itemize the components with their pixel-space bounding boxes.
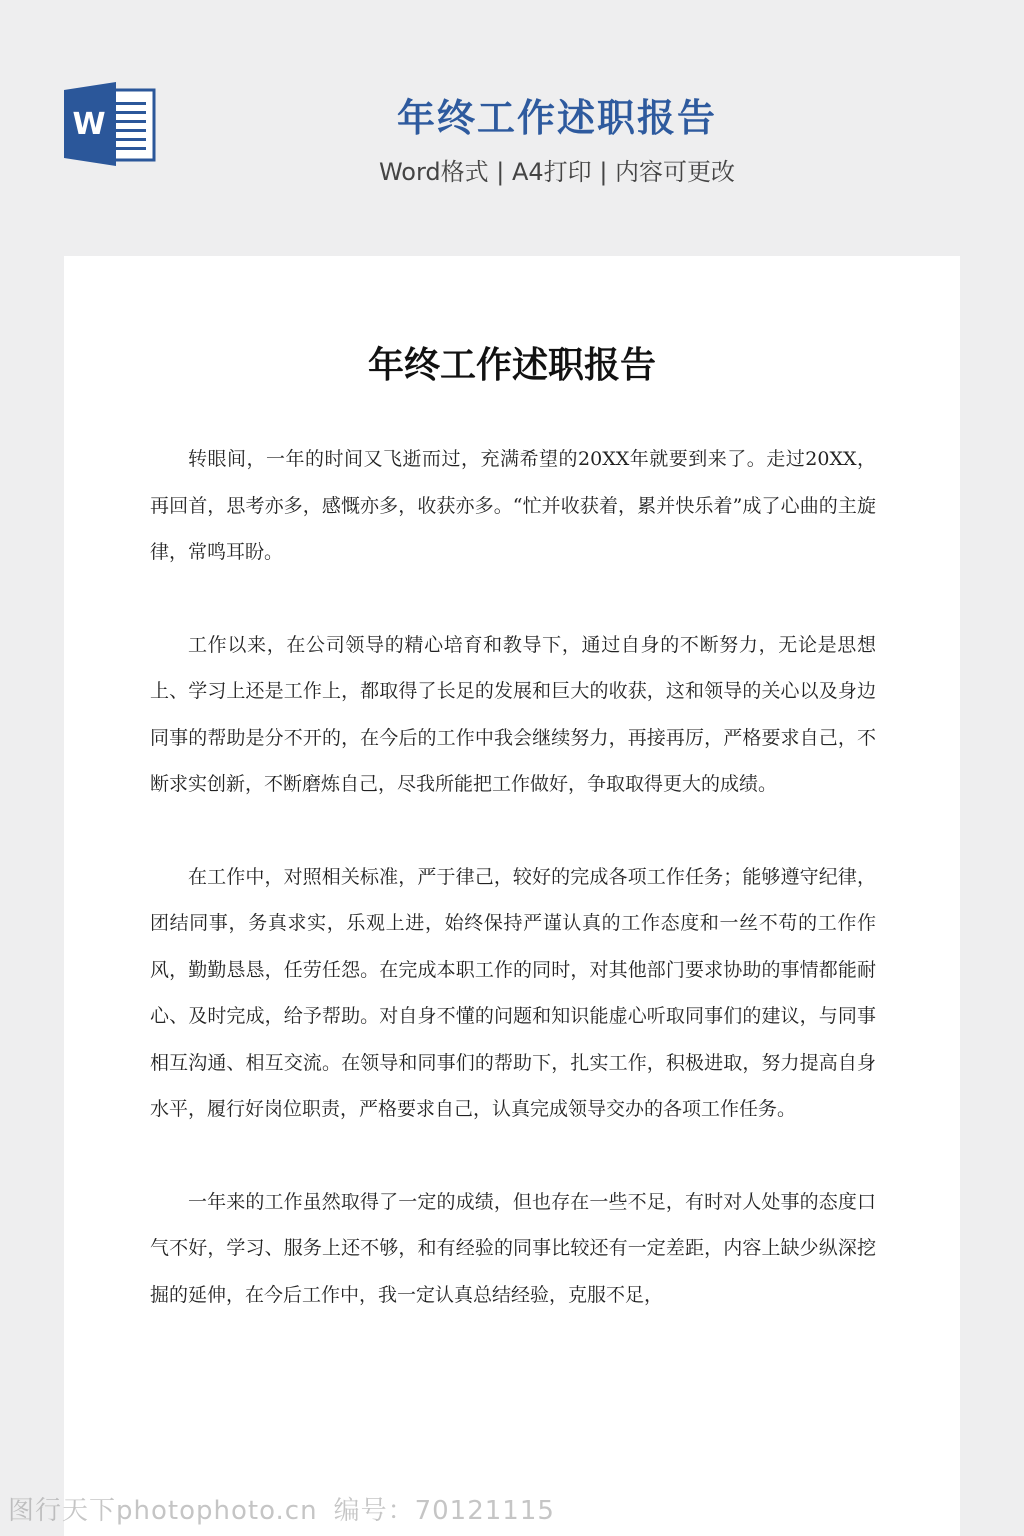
paragraph-4: 一年来的工作虽然取得了一定的成绩，但也存在一些不足，有时对人处事的态度口气不好，学习、服务上还不够，和有经验的同事比较还有一定差距，内容上缺少纵深挖掘的延伸，在今后工作中，我一定认真总结经验，克服不足， [150, 1190, 876, 1306]
paragraph-3: 在工作中，对照相关标准，严于律己，较好的完成各项工作任务；能够遵守纪律，团结同事，务真求实，乐观上进，始终保持严谨认真的工作态度和一丝不苟的工作作风，勤勤恳恳，任劳任怨。在完成本职工作的同时，对其他部门要求协助的事情都能耐心、及时完成，给予帮助。对自身不懂的问题和知识能虚心听取同事们的建议，与同事相互沟通、相互交流。在领导和同事们的帮助下，扎实工作，积极进取，努力提高自身水平，履行好岗位职责，严格要求自己，认真完成领导交办的各项工作任务。 [150, 865, 876, 1120]
header-subtitle: Word格式 | A4打印 | 内容可更改 [378, 158, 736, 186]
document-body [150, 436, 876, 1364]
watermark-id: 编号：70121115 [333, 1496, 555, 1526]
paragraph-2: 工作以来，在公司领导的精心培育和教导下，通过自身的不断努力，无论是思想上、学习上还是工作上，都取得了长足的发展和巨大的收获，这和领导的关心以及身边同事的帮助是分不开的，在今后的工作中我会继续努力，再接再厉，严格要求自己，不断求实创新，不断磨炼自己，尽我所能把工作做好，争取取得更大的成绩。 [150, 633, 876, 795]
word-document-icon [64, 82, 158, 166]
header-title: 年终工作述职报告 [396, 96, 717, 140]
document-page [64, 256, 960, 1536]
watermark [8, 1490, 571, 1527]
word-logo-letter: W [72, 107, 106, 142]
document-title: 年终工作述职报告 [367, 344, 656, 386]
paragraph-1: 转眼间，一年的时间又飞逝而过，充满希望的20XX年就要到来了。走过20XX，再回首，思考亦多，感慨亦多，收获亦多。“忙并收获着，累并快乐着”成了心曲的主旋律，常鸣耳盼。 [150, 448, 876, 563]
page-header [0, 0, 1024, 256]
watermark-site: 图行天下photophoto.cn [8, 1496, 318, 1526]
